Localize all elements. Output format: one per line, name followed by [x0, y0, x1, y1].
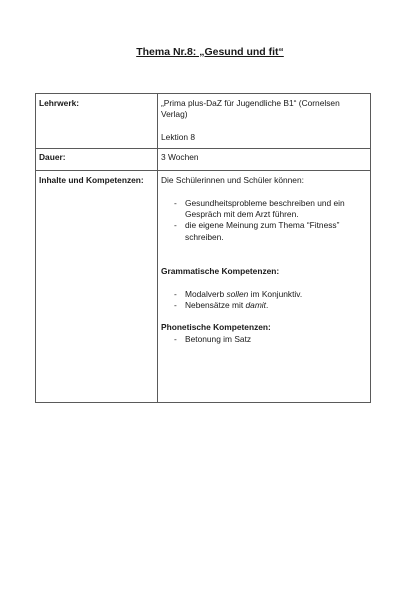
list-item: - Modalverb sollen im Konjunktiv. — [161, 289, 366, 300]
page-title: Thema Nr.8: „Gesund und fit“ — [136, 46, 284, 58]
skills-list — [161, 198, 366, 244]
lesson-plan-table — [35, 93, 371, 403]
phonetics-heading: Phonetische Kompetenzen: — [161, 322, 271, 333]
lehrwerk-cell — [158, 94, 371, 149]
list-item: - die eigene Meinung zum Thema “Fitness” schreiben. — [161, 220, 366, 243]
list-item: - Betonung im Satz — [161, 334, 366, 345]
inhalte-intro: Die Schülerinnen und Schüler können: — [161, 175, 304, 186]
grammar-list — [161, 289, 366, 312]
table-row-lehrwerk — [36, 94, 371, 149]
list-item: - Nebensätze mit damit. — [161, 300, 366, 311]
dauer-value: 3 Wochen — [158, 149, 371, 171]
inhalte-cell — [158, 171, 371, 403]
inhalte-label: Inhalte und Kompetenzen: — [36, 171, 158, 403]
table-row-inhalte — [36, 171, 371, 403]
table-row-dauer — [36, 149, 371, 171]
dauer-label: Dauer: — [36, 149, 158, 171]
lehrwerk-lesson: Lektion 8 — [161, 131, 195, 142]
grammar-heading: Grammatische Kompetenzen: — [161, 266, 280, 277]
lehrwerk-value: „Prima plus-DaZ für Jugendliche B1“ (Cornelsen Verlag) — [161, 98, 340, 120]
lehrwerk-label: Lehrwerk: — [36, 94, 158, 149]
phonetics-list — [161, 334, 366, 345]
list-item: - Gesundheitsprobleme beschreiben und ein Gespräch mit dem Arzt führen. — [161, 198, 366, 221]
